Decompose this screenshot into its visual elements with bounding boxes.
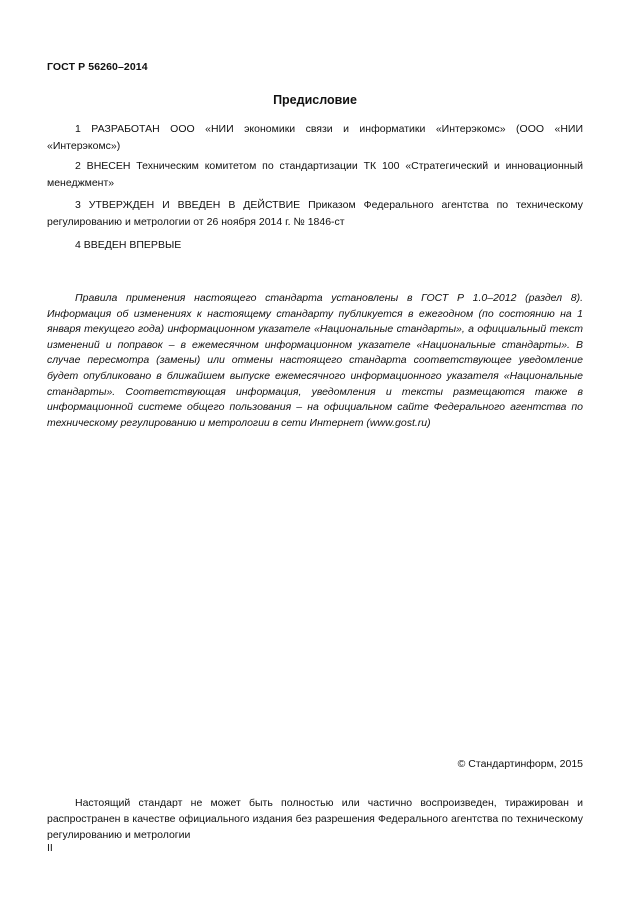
preface-item-1: 1 РАЗРАБОТАН ООО «НИИ экономики связи и информатики «Интерэкомс» (ООО «НИИ «Интерэкомс») <box>47 123 583 152</box>
page-number: II <box>47 842 53 854</box>
application-notice: Правила применения настоящего стандарта установлены в ГОСТ Р 1.0–2012 (раздел 8). Информация об изменениях к настоящему стандарту публикуется в ежегодном (по состоянию на 1 января текущего года) информационном указателе «Национальные стандарты», а официальный текст изменений и поправок – в ежемесячном информационном указателе «Национальные стандарты». В случае пересмотра (замены) или отмены настоящего стандарта соответствующее уведомление будет опубликовано в ближайшем выпуске ежемесячного информационного указателя «Национальные стандарты». Соответствующая информация, уведомления и тексты размещаются также в информационной системе общего пользования – на официальном сайте Федерального агентства по техническому регулированию и метрологии в сети Интернет (www.gost.ru) <box>47 292 583 429</box>
preface-item-2: 2 ВНЕСЕН Техническим комитетом по стандартизации ТК 100 «Стратегический и инновационный менеджмент» <box>47 160 583 189</box>
copyright-line: © Стандартинформ, 2015 <box>457 758 583 770</box>
preface-item-4: 4 ВВЕДЕН ВПЕРВЫЕ <box>75 239 182 251</box>
reproduction-notice: Настоящий стандарт не может быть полностью или частично воспроизведен, тиражирован и распространен в качестве официального издания без разрешения Федерального агентства по техническому регулированию и метрологии <box>47 797 583 841</box>
preface-item-3: 3 УТВЕРЖДЕН И ВВЕДЕН В ДЕЙСТВИЕ Приказом Федерального агентства по техническому регулированию и метрологии от 26 ноября 2014 г. № 1846-ст <box>47 199 583 228</box>
document-code: ГОСТ Р 56260–2014 <box>47 61 148 73</box>
preface-title: Предисловие <box>273 93 357 107</box>
